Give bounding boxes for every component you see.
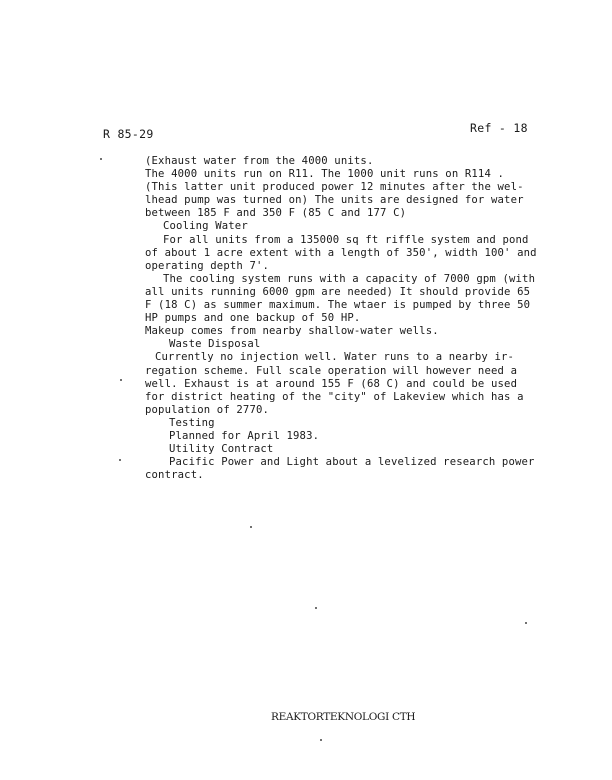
section-heading-waste-disposal: Waste Disposal (169, 338, 261, 351)
scan-speck (320, 739, 322, 741)
text-line: The cooling system runs with a capacity of 7000 gpm (with (163, 272, 536, 285)
text-line: between 185 F and 350 F (85 C and 177 C) (145, 207, 407, 220)
text-line: The 4000 units run on R11. The 1000 unit runs on R114 . (145, 168, 505, 181)
scan-speck (119, 459, 121, 461)
text-line: population of 2770. (145, 403, 270, 416)
text-line: operating depth 7'. (145, 259, 270, 272)
scan-speck (100, 158, 102, 160)
section-heading-utility-contract: Utility Contract (169, 443, 274, 456)
text-line: HP pumps and one backup of 50 HP. (145, 312, 361, 325)
text-line: For all units from a 135000 sq ft riffle system and pond (163, 233, 529, 246)
section-heading-cooling-water: Cooling Water (163, 220, 248, 233)
text-line: for district heating of the "city" of Lakeview which has a (145, 390, 524, 403)
scan-speck (315, 607, 317, 609)
text-line: well. Exhaust is at around 155 F (68 C) and could be used (145, 377, 518, 390)
text-line: of about 1 acre extent with a length of 350', width 100' and (145, 246, 537, 259)
scan-speck (120, 379, 122, 381)
text-line: lhead pump was turned on) The units are designed for water (145, 194, 524, 207)
section-heading-testing: Testing (169, 416, 215, 429)
body-text (145, 155, 545, 482)
text-line: Makeup comes from nearby shallow-water wells. (145, 325, 439, 338)
reference-number: Ref - 18 (470, 121, 528, 135)
text-line: (This latter unit produced power 12 minutes after the wel- (145, 181, 524, 194)
text-line: Planned for April 1983. (169, 429, 320, 442)
text-line: contract. (145, 469, 204, 482)
text-line: Currently no injection well. Water runs to a nearby ir- (155, 351, 515, 364)
text-line: Pacific Power and Light about a levelized research power (169, 456, 535, 469)
text-line: all units running 6000 gpm are needed) It should provide 65 (145, 285, 531, 298)
report-number: R 85-29 (103, 127, 154, 141)
text-line: (Exhaust water from the 4000 units. (145, 155, 374, 167)
text-line: F (18 C) as summer maximum. The wtaer is pumped by three 50 (145, 299, 531, 312)
footer-institution: REAKTORTEKNOLOGI CTH (271, 711, 416, 723)
scan-speck (525, 622, 527, 624)
scan-speck (250, 526, 252, 528)
text-line: regation scheme. Full scale operation will however need a (145, 364, 518, 377)
